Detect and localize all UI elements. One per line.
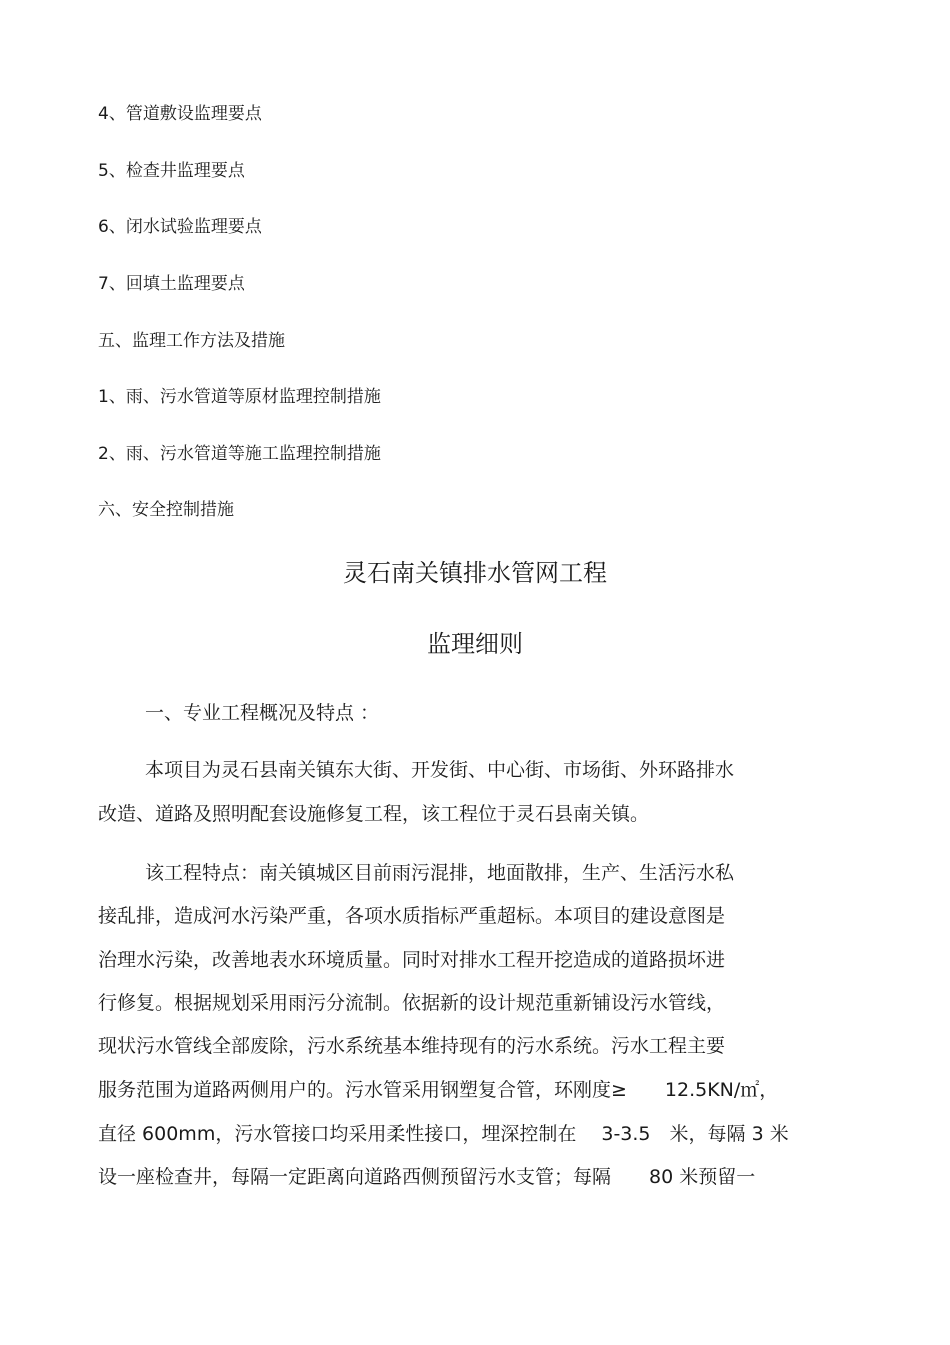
document-subtitle: 监理细则 (427, 630, 523, 658)
document-title: 灵石南关镇排水管网工程 (343, 559, 607, 587)
toc-item: 6、闭水试验监理要点 (98, 217, 262, 237)
paragraph-line: 改造、道路及照明配套设施修复工程，该工程位于灵石县南关镇。 (98, 803, 650, 825)
paragraph-line: 设一座检查井，每隔一定距离向道路西侧预留污水支管；每隔 80 米预留一 (98, 1166, 756, 1188)
toc-item: 1、雨、污水管道等原材监理控制措施 (98, 387, 381, 407)
paragraph-line: 该工程特点：南关镇城区目前雨污混排，地面散排，生产、生活污水私 (145, 862, 735, 884)
toc-item: 7、回填土监理要点 (98, 274, 245, 294)
paragraph-line: 直径 600mm，污水管接口均采用柔性接口，埋深控制在 3-3.5 米，每隔 3 米 (98, 1123, 789, 1145)
section-heading: 一、专业工程概况及特点 ： (145, 702, 380, 724)
paragraph-line: 行修复。根据规划采用雨污分流制。依据新的设计规范重新铺设污水管线， (98, 992, 726, 1014)
toc-item: 六、安全控制措施 (98, 500, 234, 520)
paragraph-line: 治理水污染，改善地表水环境质量。同时对排水工程开挖造成的道路损坏进 (98, 949, 726, 971)
toc-item: 五、监理工作方法及措施 (98, 331, 285, 351)
toc-item: 4、管道敷设监理要点 (98, 104, 262, 124)
paragraph-line: 现状污水管线全部废除，污水系统基本维持现有的污水系统。污水工程主要 (98, 1035, 726, 1057)
paragraph-line: 接乱排，造成河水污染严重，各项水质指标严重超标。本项目的建设意图是 (98, 905, 726, 927)
toc-item: 5、检查井监理要点 (98, 161, 245, 181)
paragraph-line: 本项目为灵石县南关镇东大街、开发街、中心街、市场街、外环路排水 (145, 759, 735, 781)
toc-item: 2、雨、污水管道等施工监理控制措施 (98, 444, 381, 464)
paragraph-line: 服务范围为道路两侧用户的。污水管采用钢塑复合管，环刚度≥ 12.5KN/㎡， (98, 1079, 779, 1101)
